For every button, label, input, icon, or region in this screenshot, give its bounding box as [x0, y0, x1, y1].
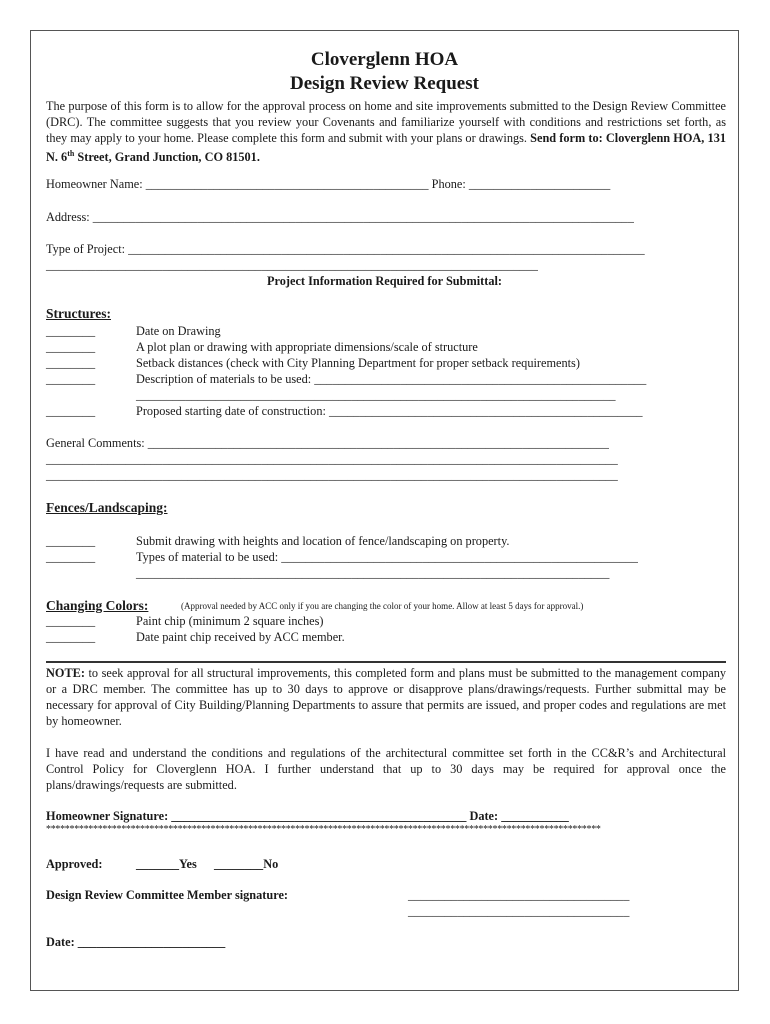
approved-no-field[interactable]: ________No: [214, 857, 279, 871]
structures-item-2: A plot plan or drawing with appropriate dimensions/scale of structure: [136, 340, 478, 354]
note-text: to seek approval for all structural improvements, this completed form and plans must be submitted to the management company or a DRC member. The committee has up to 30 days to approve or disapprove plans/drawings/requests. Further submittal may be necessary for approval of City Building/Planning Departments to assure that permits are issued, and proper codes and regulations are met by homeowner.: [46, 666, 726, 728]
materials-field[interactable]: Description of materials to be used: ______________________________________________________: [136, 372, 647, 386]
acknowledgement-paragraph: I have read and understand the conditions and regulations of the architectural committee set forth in the CC&R’s and Architectural Control Policy for Cloverglenn HOA. I further understand that up to 30 days may be required for approval once the plans/drawings/requests are submitted.: [46, 746, 726, 792]
colors-item-2: Date paint chip received by ACC member.: [136, 630, 345, 644]
address-field[interactable]: Address: ________________________________________________________________________________________: [46, 210, 634, 224]
project-type-field[interactable]: Type of Project: ____________________________________________________________________________________: [46, 242, 645, 256]
divider-rule: [46, 661, 726, 663]
drc-signature-line-1[interactable]: ____________________________________: [408, 888, 630, 902]
form-title: Cloverglenn HOA: [310, 49, 459, 70]
form-subtitle: Design Review Request: [290, 73, 479, 94]
colors-note: (Approval needed by ACC only if you are changing the color of your home. Allow at least 5 days for approval.): [181, 601, 584, 611]
date-field[interactable]: Date: ________________________: [46, 935, 226, 949]
structures-heading: Structures:: [46, 306, 111, 321]
fences-checkbox-2[interactable]: ________: [46, 550, 96, 564]
structures-checkbox-2[interactable]: ________: [46, 340, 96, 354]
homeowner-signature-field[interactable]: Homeowner Signature: ________________________________________________ Date: ___________: [46, 809, 569, 823]
structures-checkbox-4[interactable]: ________: [46, 372, 96, 386]
send-to-address: Send form to: Cloverglenn HOA, 131 N. 6th Street, Grand Junction, CO 81501.: [46, 131, 726, 165]
structures-checkbox-3[interactable]: ________: [46, 356, 96, 370]
structures-checkbox-1[interactable]: ________: [46, 324, 96, 338]
start-date-field[interactable]: Proposed starting date of construction: ___________________________________________________: [136, 404, 643, 418]
approved-label: Approved:: [46, 857, 103, 871]
homeowner-name-field[interactable]: Homeowner Name: ______________________________________________ Phone: _______________________: [46, 177, 611, 191]
materials-field-continuation[interactable]: ______________________________________________________________________________: [136, 388, 616, 402]
structures-item-3: Setback distances (check with City Planning Department for proper setback requirements): [136, 356, 580, 370]
stars-separator: **********************************************************************************************************************: [46, 824, 601, 835]
fence-materials-field[interactable]: Types of material to be used: __________________________________________________________: [136, 550, 638, 564]
drc-signature-label: Design Review Committee Member signature:: [46, 888, 289, 902]
form-page: [30, 30, 739, 991]
approved-yes-field[interactable]: _______Yes: [136, 857, 197, 871]
fences-heading: Fences/Landscaping:: [46, 500, 168, 515]
note-label: NOTE:: [46, 666, 85, 680]
general-comments-line-2[interactable]: _____________________________________________________________________________________________: [46, 452, 618, 466]
intro-paragraph: [46, 98, 726, 165]
project-type-continuation[interactable]: ________________________________________________________________________________: [46, 258, 538, 272]
drc-signature-line-2[interactable]: ____________________________________: [408, 904, 630, 918]
fences-item-1: Submit drawing with heights and location of fence/landscaping on property.: [136, 534, 510, 548]
colors-checkbox-2[interactable]: ________: [46, 630, 96, 644]
general-comments-line-3[interactable]: _____________________________________________________________________________________________: [46, 468, 618, 482]
note-paragraph: [46, 665, 726, 729]
colors-checkbox-1[interactable]: ________: [46, 614, 96, 628]
structures-item-1: Date on Drawing: [136, 324, 221, 338]
colors-heading: Changing Colors:: [46, 598, 149, 613]
project-info-heading: Project Information Required for Submittal:: [267, 274, 502, 288]
structures-checkbox-5[interactable]: ________: [46, 404, 96, 418]
fences-checkbox-1[interactable]: ________: [46, 534, 96, 548]
fence-materials-continuation[interactable]: _____________________________________________________________________________: [136, 566, 610, 580]
intro-text: The purpose of this form is to allow for the approval process on home and site improvements submitted to the Design Review Committee (DRC). The committee suggests that you review your Covenants and familiarize yourself with conditions and restrictions set forth, as they may apply to your home. Please complete this form and submit with your plans or drawings.: [46, 99, 726, 145]
general-comments-field[interactable]: General Comments: ___________________________________________________________________________: [46, 436, 609, 450]
colors-item-1: Paint chip (minimum 2 square inches): [136, 614, 324, 628]
